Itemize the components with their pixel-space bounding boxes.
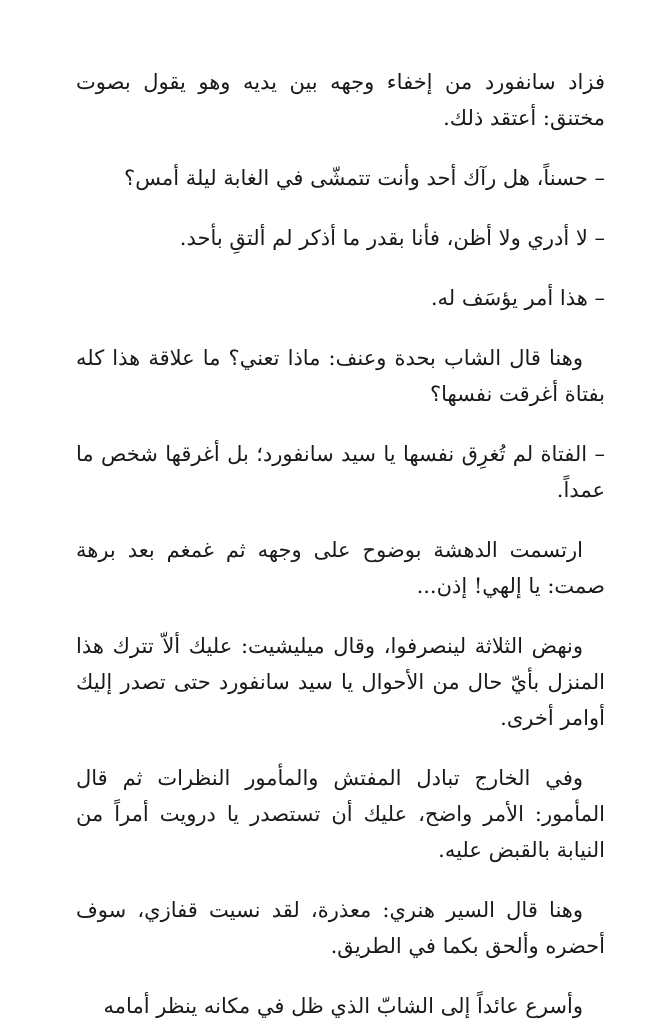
- paragraph-11: وأسرع عائداً إلى الشابّ الذي ظل في مكانه ينظر أمامه: [103, 994, 583, 1018]
- paragraph-5: وهنا قال الشاب بحدة وعنف: ماذا تعني؟ ما علاقة هذا كله بفتاة أغرقت نفسها؟: [76, 346, 605, 406]
- paragraph-9: وفي الخارج تبادل المفتش والمأمور النظرات ثم قال المأمور: الأمر واضح، عليك أن تستصدر يا درويت أمراً من النيابة بالقبض عليه.: [76, 766, 605, 862]
- paragraph-8: ونهض الثلاثة لينصرفوا، وقال ميليشيت: عليك ألاّ تترك هذا المنزل بأيّ حال من الأحوال يا سيد سانفورد حتى تصدر إليك أوامر أخرى.: [76, 634, 605, 730]
- paragraph-7: ارتسمت الدهشة بوضوح على وجهه ثم غمغم بعد برهة صمت: يا إلهي! إذن...: [76, 538, 605, 598]
- paragraph-3: – لا أدري ولا أظن، فأنا بقدر ما أذكر لم ألتقِ بأحد.: [179, 226, 605, 250]
- paragraph-6: – الفتاة لم تُغرِق نفسها يا سيد سانفورد؛ بل أغرقها شخص ما عمداً.: [76, 442, 605, 502]
- paragraph-4: – هذا أمر يؤسَف له.: [430, 286, 605, 310]
- paragraph-2: – حسناً، هل رآك أحد وأنت تتمشّى في الغابة ليلة أمس؟: [124, 166, 605, 190]
- paragraph-10: وهنا قال السير هنري: معذرة، لقد نسيت قفازي، سوف أحضره وألحق بكما في الطريق.: [76, 898, 605, 958]
- paragraph-1: فزاد سانفورد من إخفاء وجهه بين يديه وهو يقول بصوت مختنق: أعتقد ذلك.: [76, 70, 605, 130]
